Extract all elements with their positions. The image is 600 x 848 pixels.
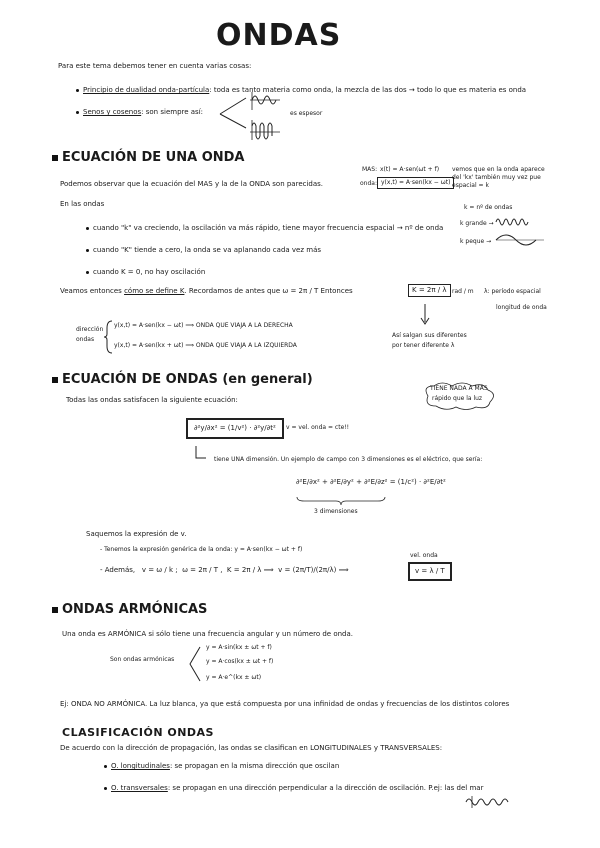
harmonic-2: y = A·cos(kx ± ωt + f) xyxy=(206,658,274,665)
bullet-text: cuando "K" tiende a cero, la onda se va aplanando cada vez más xyxy=(93,246,322,254)
v-eq-2: ω = 2π / T xyxy=(182,566,219,574)
sines-text: : son siempre así: xyxy=(141,108,204,116)
k-side-2: longitud de onda xyxy=(496,304,547,311)
line2b: cómo se define K xyxy=(124,287,185,295)
down-arrow-icon xyxy=(420,304,430,326)
bullet-text: cuando "k" va creciendo, la oscilación va más rápido, tiene mayor frecuencia espacial → nº de onda xyxy=(93,224,444,232)
harmonic-3: y = A·e^(kx ± ωt) xyxy=(206,674,262,681)
square-bullet-icon xyxy=(52,155,58,161)
sine-sketch-icon xyxy=(218,88,288,148)
brace-icon xyxy=(188,646,202,682)
en-ondas: En las ondas xyxy=(60,200,105,208)
onda-equation: y(x,t) = A·sen(kx − ωt) xyxy=(377,177,454,189)
eq-3d: ∂²E/∂x² + ∂²E/∂y² + ∂²E/∂z² = (1/c²) · ∂²E/∂t² xyxy=(296,478,446,486)
line2c: . Recordamos de antes que xyxy=(184,287,281,295)
transversal-item xyxy=(104,784,483,793)
underbrace-icon xyxy=(296,496,386,506)
v-eq-3: K = 2π / λ xyxy=(226,566,262,574)
clasif-title: CLASIFICACIÓN ONDAS xyxy=(62,726,214,739)
sines-item xyxy=(76,108,203,117)
k-side-1: λ: período espacial xyxy=(484,288,541,295)
mas-equation: x(t) = A·sen(ωt + f) xyxy=(380,166,440,173)
mas-label: MAS: xyxy=(362,166,378,173)
clasif-line: De acuerdo con la dirección de propagación, las ondas se clasifican en LONGITUDINALES y TRANSVERSALES: xyxy=(60,744,443,752)
v-eq-1: v = ω / k xyxy=(141,566,174,574)
entonces: Entonces xyxy=(320,287,353,295)
side-note: vemos que en la onda aparece del 'kx' también muy vez pue espacial = k xyxy=(452,166,545,189)
section-title: ECUACIÓN DE ONDAS (en general) xyxy=(62,372,313,387)
trans-text: : se propagan en una dirección perpendicular a la dirección de oscilación. P.ej: las del mar xyxy=(167,784,484,792)
bullet-icon xyxy=(76,111,79,114)
harmonic-1: y = A·sin(kx ± ωt + f) xyxy=(206,644,272,651)
dir-label-1: dirección xyxy=(76,326,104,333)
cloud-line-2: rápido que la luz xyxy=(432,395,483,402)
bullet-icon xyxy=(76,89,79,92)
page-title: ONDAS xyxy=(216,18,342,53)
ej-no-armonica: Ej: ONDA NO ARMÓNICA. La luz blanca, ya que está compuesta por una infinidad de ondas y frecuencias de los distintos colores xyxy=(60,700,510,708)
square-bullet-icon xyxy=(52,607,58,613)
v-note: v = vel. onda = cte!! xyxy=(286,424,350,431)
k-units: rad / m xyxy=(452,288,474,295)
dir-label-2: ondas xyxy=(76,336,95,343)
sec1-line1: Podemos observar que la ecuación del MAS y la de la ONDA son parecidas. xyxy=(60,180,324,188)
bullet-icon xyxy=(86,271,89,274)
section-title: ONDAS ARMÓNICAS xyxy=(62,602,208,617)
section-ondas-armonicas xyxy=(52,602,207,617)
section-title: ECUACIÓN DE UNA ONDA xyxy=(62,150,245,165)
bullet-k-zero xyxy=(86,246,321,255)
sec1-line2 xyxy=(60,287,353,296)
sec3-line1: Una onda es ARMÓNICA si sólo tiene una frecuencia angular y un número de onda. xyxy=(62,630,354,638)
dims: 3 dimensiones xyxy=(314,508,358,515)
eq-right: y(x,t) = A·sen(kx − ωt) ⟹ ONDA QUE VIAJA A LA DERECHA xyxy=(114,322,293,329)
dim-note: tiene UNA dimensión. Un ejemplo de campo con 3 dimensiones es el eléctrico, que sería: xyxy=(214,456,483,463)
long-text: : se propagan en la misma dirección que oscilan xyxy=(169,762,340,770)
k-below-1: Así salgan sus diferentes xyxy=(392,332,467,339)
square-bullet-icon xyxy=(52,377,58,383)
sines-label: Senos y cosenos xyxy=(83,108,142,116)
ademas-line: - Además, v = ω / k ; ω = 2π / T , K = 2π / λ ⟹ v = (2π/T)/(2π/λ) ⟹ xyxy=(100,566,349,574)
line2a: Veamos entonces xyxy=(60,287,122,295)
bullet-icon xyxy=(104,787,107,790)
longitudinal-item xyxy=(104,762,339,771)
cloud-line-1: TIENE NADA A MÁS xyxy=(430,385,488,392)
k-wave-sketch-icon xyxy=(496,212,546,252)
bullet-k-none xyxy=(86,268,205,277)
principle-text: : toda es tanto materia como onda, la mezcla de las dos → todo lo que es materia es onda xyxy=(209,86,527,94)
v-final: v = λ / T xyxy=(408,562,452,581)
sine-note: es espesor xyxy=(290,110,323,117)
v-result: v = (2π/T)/(2π/λ) xyxy=(278,566,337,574)
section-ecuacion-ondas xyxy=(52,372,313,387)
corner-arrow-icon xyxy=(194,446,208,462)
brace-icon xyxy=(104,320,114,354)
section-ecuacion-onda xyxy=(52,150,244,165)
bullet-icon xyxy=(104,765,107,768)
omega-equation: ω = 2π / T xyxy=(282,287,319,295)
k-peque: k peque → xyxy=(460,238,492,245)
principle-item xyxy=(76,86,526,95)
k-below-2: por tener diferente λ xyxy=(392,342,455,349)
sec2-line1: Todas las ondas satisfacen la siguiente ecuación: xyxy=(66,396,238,404)
ademas: - Además, xyxy=(100,566,136,574)
tenemos: - Tenemos la expresión genérica de la onda: y = A·sen(kx − ωt + f) xyxy=(100,546,303,553)
principle-label: Principio de dualidad onda-partícula xyxy=(83,86,210,94)
bullet-k-grows xyxy=(86,224,443,233)
k-grande: k grande → xyxy=(460,220,494,227)
vel-label: vel. onda xyxy=(410,552,438,559)
bullet-text: cuando K = 0, no hay oscilación xyxy=(93,268,206,276)
bullet-icon xyxy=(86,227,89,230)
transverse-wave-sketch-icon xyxy=(466,796,516,808)
sac: Saquemos la expresión de v. xyxy=(86,530,187,538)
intro-text: Para este tema debemos tener en cuenta varias cosas: xyxy=(58,62,252,70)
k-box: K = 2π / λ xyxy=(408,284,451,297)
bullet-icon xyxy=(86,249,89,252)
eq-left: y(x,t) = A·sen(kx + ωt) ⟹ ONDA QUE VIAJA A LA IZQUIERDA xyxy=(114,342,297,349)
k-note: k = nº de ondas xyxy=(464,204,513,211)
onda-label: onda: xyxy=(360,180,377,187)
wave-equation: ∂²y/∂x² = (1/v²) · ∂²y/∂t² xyxy=(186,418,284,439)
trans-label: O. transversales xyxy=(111,784,168,792)
son-ondas: Son ondas armónicas xyxy=(110,656,175,663)
long-label: O. longitudinales xyxy=(111,762,170,770)
